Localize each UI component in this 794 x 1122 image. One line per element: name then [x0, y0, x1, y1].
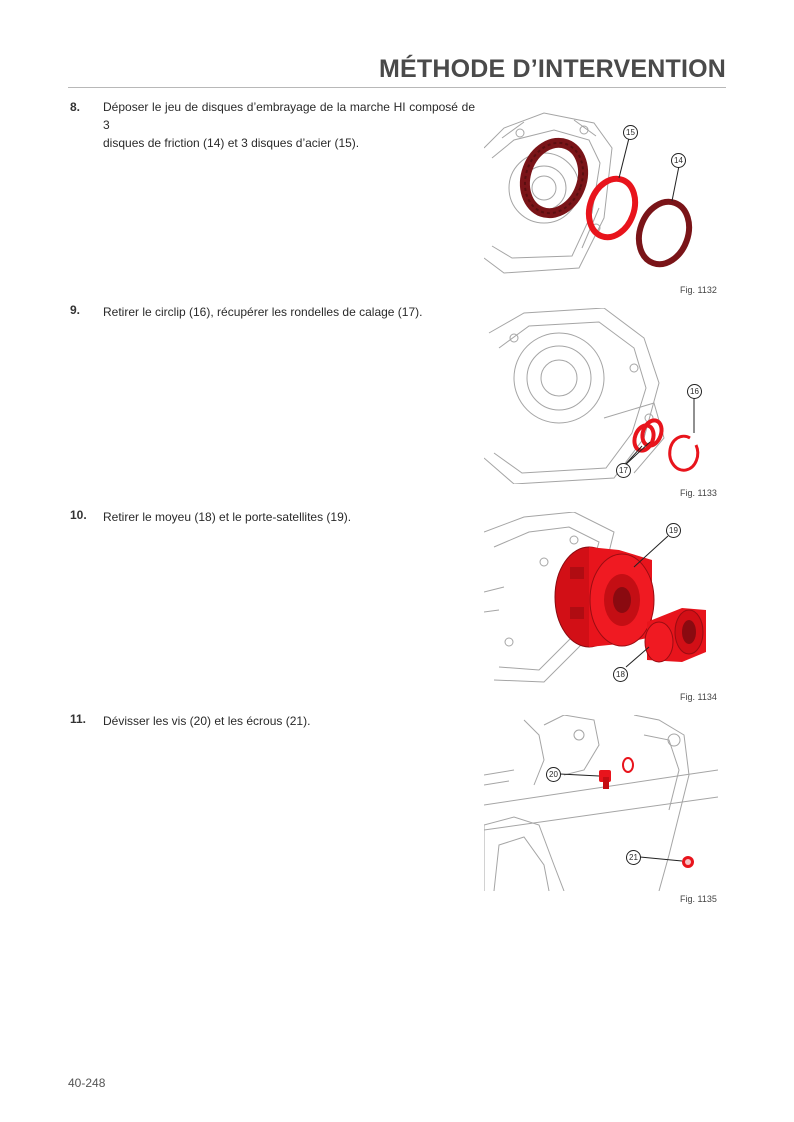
- page-number: 40-248: [68, 1076, 106, 1090]
- step-instruction-line: disques de friction (14) et 3 disques d’acier (15).: [103, 136, 360, 150]
- step-instruction: [103, 98, 475, 152]
- callout-18: 18: [613, 667, 628, 682]
- step-number: 11.: [70, 712, 87, 726]
- step-number: 10.: [70, 508, 87, 522]
- step-number: 9.: [70, 303, 81, 317]
- figure-1134: [484, 512, 718, 688]
- callout-21: 21: [626, 850, 641, 865]
- callout-14: 14: [671, 153, 686, 168]
- step-number: 8.: [70, 100, 81, 114]
- screws-nuts-illustration: [484, 715, 718, 891]
- step-instruction: Dévisser les vis (20) et les écrous (21).: [103, 714, 311, 728]
- callout-15: 15: [623, 125, 638, 140]
- carrier-hub-illustration: [484, 512, 718, 688]
- figure-caption: Fig. 1132: [680, 285, 717, 295]
- clutch-discs-illustration: [484, 108, 718, 278]
- figure-1135: [484, 715, 718, 891]
- circlip-illustration: [484, 308, 718, 484]
- header-divider: [68, 87, 726, 88]
- page-title: MÉTHODE D’INTERVENTION: [378, 55, 726, 83]
- step-instruction: Retirer le moyeu (18) et le porte-satellites (19).: [103, 510, 352, 524]
- callout-20: 20: [546, 767, 561, 782]
- step-instruction: Retirer le circlip (16), récupérer les rondelles de calage (17).: [103, 305, 423, 319]
- callout-16: 16: [687, 384, 702, 399]
- callout-17: 17: [616, 463, 631, 478]
- figure-1132: [484, 108, 718, 278]
- figure-caption: Fig. 1134: [680, 692, 717, 702]
- figure-1133: [484, 308, 718, 484]
- figure-caption: Fig. 1135: [680, 894, 717, 904]
- callout-19: 19: [666, 523, 681, 538]
- figure-caption: Fig. 1133: [680, 488, 717, 498]
- step-instruction-line: Déposer le jeu de disques d’embrayage de la marche HI composé de 3: [103, 100, 475, 132]
